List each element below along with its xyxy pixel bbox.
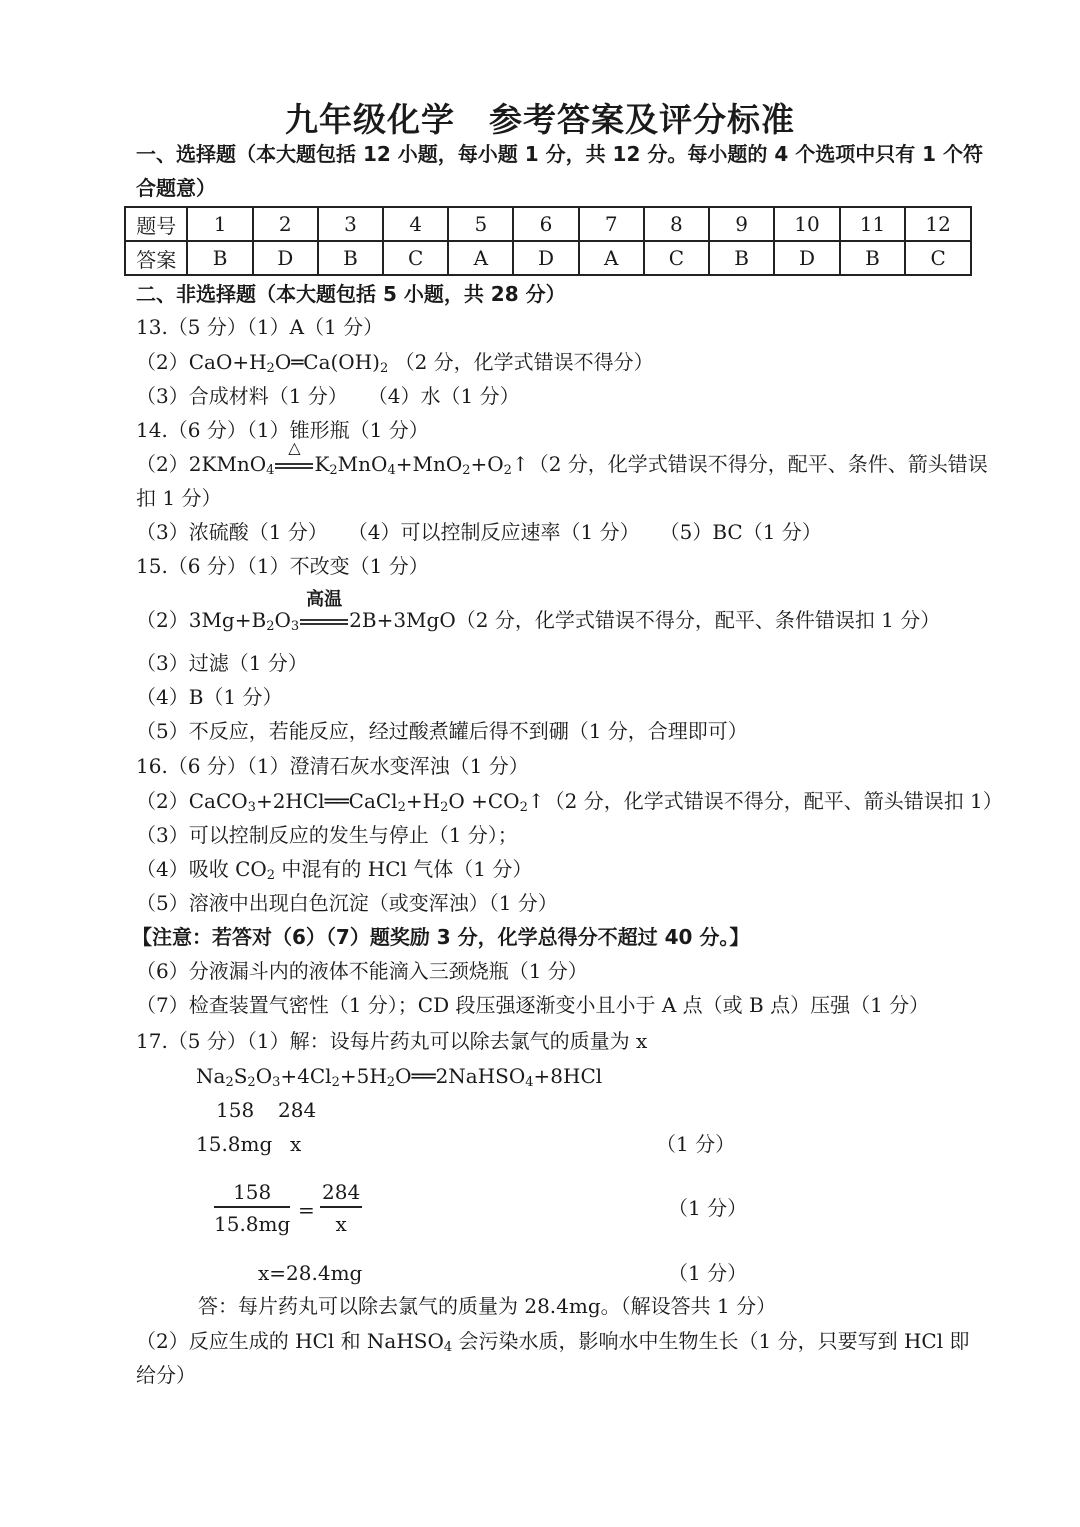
question-number: 7 [579, 207, 644, 241]
q13-line1: 13.（5 分）（1）A（1 分） [136, 315, 384, 339]
molar-mass-cl2: 284 [278, 1098, 317, 1122]
answer-cell: B [318, 241, 383, 275]
fraction-left-denominator: 15.8mg [214, 1212, 291, 1236]
fraction-equals: = [298, 1198, 315, 1222]
molar-mass-na2s2o3: 158 [216, 1098, 255, 1122]
question-number: 9 [709, 207, 774, 241]
q17-line1: 17.（5 分）（1）解：设每片药丸可以除去氯气的质量为 x [136, 1029, 648, 1053]
q15-line4: （4）B（1 分） [136, 685, 283, 709]
answer-cell: C [905, 241, 971, 275]
question-number: 4 [383, 207, 448, 241]
q16-line2: $(2)CaCO_3+2HCl══CaCl_2+H_2O$ $+CO_2↑(2$ 分，化学式错误不得分，配平、箭头错误扣 1） [136, 789, 1003, 815]
answer-cell: B [187, 241, 252, 275]
question-number: 2 [253, 207, 318, 241]
question-number: 1 [187, 207, 252, 241]
answer-cell: A [448, 241, 513, 275]
heating-condition: △ [288, 438, 301, 457]
section1-heading-cont: 合题意） [136, 176, 216, 200]
bonus-note: 【注意：若答对（6）（7）题奖励 3 分，化学总得分不超过 40 分。】 [132, 925, 750, 949]
q13-line3: （3）合成材料（1 分） （4）水（1 分） [136, 384, 520, 408]
q17-answer: 答：每片药丸可以除去氯气的质量为 28.4mg。（解设答共 1 分） [198, 1294, 777, 1318]
high-temp-condition: 高温 [306, 589, 343, 610]
q14-line1: 14.（6 分）（1）锥形瓶（1 分） [136, 418, 429, 442]
page-title: 九年级化学 参考答案及评分标准 [285, 100, 795, 139]
answer-row [125, 241, 971, 275]
unknown-mass: x [290, 1132, 302, 1156]
fraction-left [214, 1180, 290, 1236]
section1-heading: 一、选择题（本大题包括 12 小题，每小题 1 分，共 12 分。每小题的 4 个选项中只有 1 个符 [136, 142, 984, 166]
fraction-left-numerator: 158 [214, 1180, 290, 1208]
q14-line3: 扣 1 分） [136, 486, 222, 510]
q14-line2: （2）2KMnO$_4$ △ $K_2MnO_4+MnO_2+O_2↑(2$ 分，化学式错误不得分，配平、条件、箭头错误 [136, 450, 988, 478]
answer-cell: D [513, 241, 578, 275]
q13-line2: $(2)CaO+H_2O═Ca(OH)_2$ （2 分，化学式错误不得分） [136, 350, 654, 376]
q17-line3: 给分） [136, 1363, 196, 1387]
q17-equation: $Na_2S_2O_3+4Cl_2+5H_2O══2NaHSO_4+8HCl$ [196, 1064, 603, 1090]
answer-cell: B [840, 241, 906, 275]
row-label-answer: 答案 [125, 241, 187, 275]
q17-line2: （2）反应生成的 HCl 和 NaHSO$_4$ 会污染水质，影响水中生物生长（1 分，只要写到 HCl 即 [136, 1329, 970, 1355]
question-number: 3 [318, 207, 383, 241]
section2-heading: 二、非选择题（本大题包括 5 小题，共 28 分） [136, 282, 566, 306]
fraction-right [320, 1180, 362, 1236]
q16-line6: （6）分液漏斗内的液体不能滴入三颈烧瓶（1 分） [136, 959, 588, 983]
question-number: 12 [905, 207, 971, 241]
q15-line1: 15.（6 分）（1）不改变（1 分） [136, 554, 429, 578]
question-number-row [125, 207, 971, 241]
q15-line2: $(2)3Mg+B_2O_3$ 高温 2B+3MgO（2 分，化学式错误不得分，配平、条件错误扣 1 分） [136, 606, 940, 634]
score-step3: （1 分） [668, 1261, 748, 1285]
question-number: 10 [774, 207, 840, 241]
row-label-number: 题号 [125, 207, 187, 241]
question-number: 5 [448, 207, 513, 241]
fraction-right-numerator: 284 [320, 1180, 362, 1208]
answer-cell: A [579, 241, 644, 275]
answer-table [124, 206, 972, 276]
q16-line7: （7）检查装置气密性（1 分）；CD 段压强逐渐变小且小于 A 点（或 B 点）压强（1 分） [136, 993, 930, 1017]
q16-line3: （3）可以控制反应的发生与停止（1 分）； [136, 823, 518, 847]
answer-cell: D [774, 241, 840, 275]
score-step1: （1 分） [656, 1132, 736, 1156]
result: x=28.4mg [258, 1261, 363, 1285]
answer-cell: D [253, 241, 318, 275]
q15-line3: （3）过滤（1 分） [136, 651, 308, 675]
score-step2: （1 分） [668, 1196, 748, 1220]
question-number: 11 [840, 207, 906, 241]
q14-line4: （3）浓硫酸（1 分） （4）可以控制反应速率（1 分） （5）BC（1 分） [136, 520, 822, 544]
answer-cell: C [644, 241, 709, 275]
question-number: 6 [513, 207, 578, 241]
answer-cell: C [383, 241, 448, 275]
q16-line5: （5）溶液中出现白色沉淀（或变浑浊）（1 分） [136, 891, 558, 915]
fraction-right-denominator: x [335, 1212, 347, 1236]
answer-cell: B [709, 241, 774, 275]
q15-line5: （5）不反应，若能反应，经过酸煮罐后得不到硼（1 分，合理即可） [136, 719, 748, 743]
q16-line1: 16.（6 分）（1）澄清石灰水变浑浊（1 分） [136, 754, 529, 778]
question-number: 8 [644, 207, 709, 241]
q16-line4: （4）吸收 $CO_2$ 中混有的 HCl 气体（1 分） [136, 857, 533, 883]
given-mass: 15.8mg [196, 1132, 273, 1156]
